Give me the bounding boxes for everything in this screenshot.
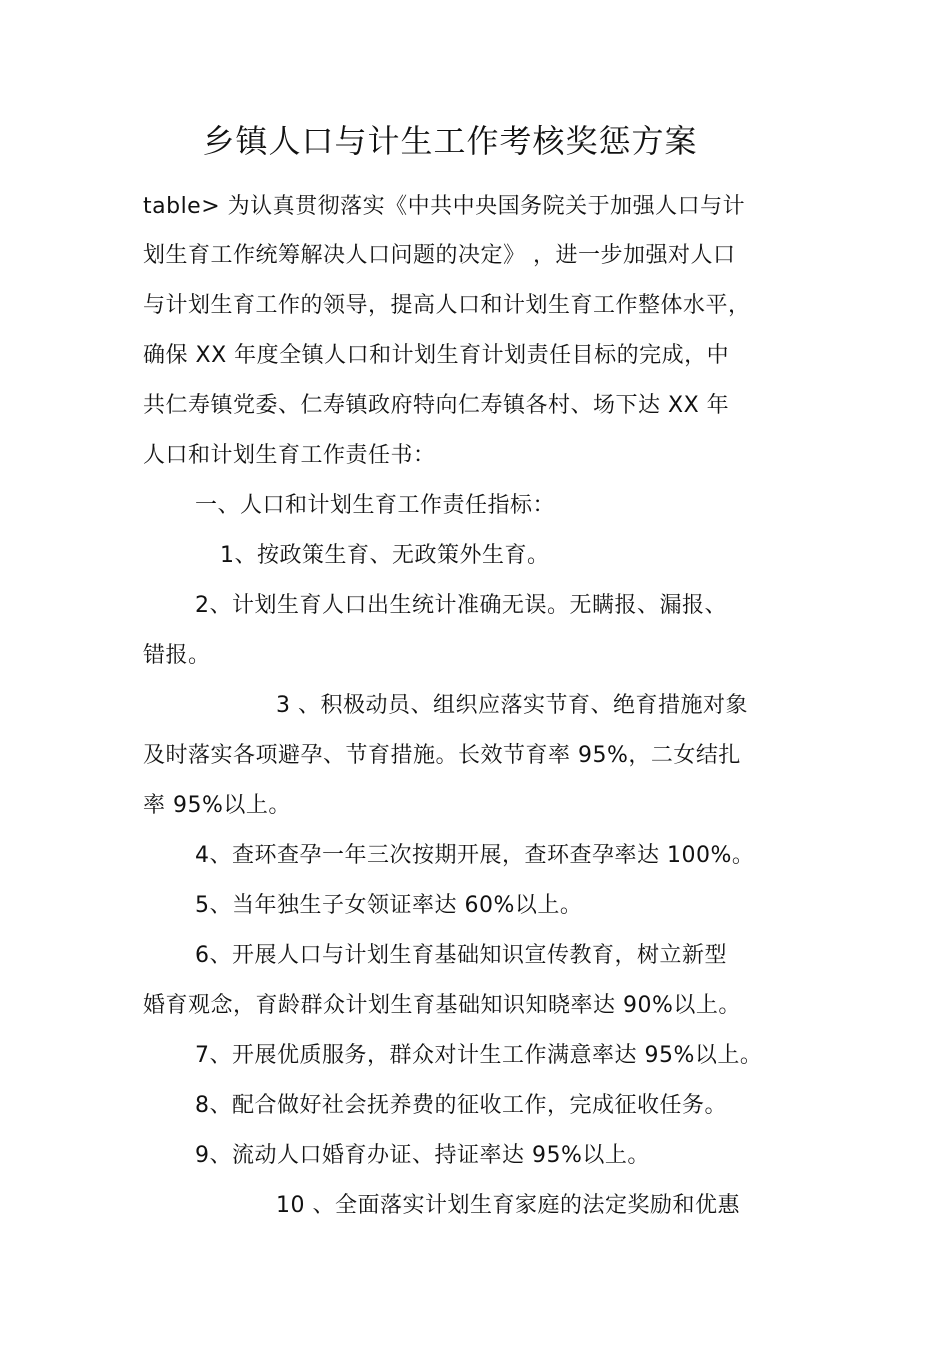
paragraph-line: table> 为认真贯彻落实《中共中央国务院关于加强人口与计 (143, 194, 746, 219)
list-item: 5、当年独生子女领证率达 60%以上。 (195, 893, 583, 918)
paragraph-line: 共仁寿镇党委、仁寿镇政府特向仁寿镇各村、场下达 XX 年 (143, 393, 730, 418)
list-item: 6、开展人口与计划生育基础知识宣传教育，树立新型 (195, 943, 727, 968)
list-item: 9、流动人口婚育办证、持证率达 95%以上。 (195, 1143, 650, 1168)
list-item: 2、计划生育人口出生统计准确无误。无瞒报、漏报、 (195, 593, 727, 618)
document-title: 乡镇人口与计生工作考核奖惩方案 (202, 122, 698, 160)
list-item: 7、开展优质服务，群众对计生工作满意率达 95%以上。 (195, 1043, 763, 1068)
paragraph-line: 与计划生育工作的领导，提高人口和计划生育工作整体水平， (143, 293, 751, 318)
paragraph-line: 划生育工作统筹解决人口问题的决定》 ，进一步加强对人口 (143, 243, 736, 268)
paragraph-line: 确保 XX 年度全镇人口和计划生育计划责任目标的完成，中 (143, 343, 730, 368)
paragraph-line: 错报。 (143, 643, 211, 668)
section-heading: 一、人口和计划生育工作责任指标： (195, 493, 556, 518)
list-item: 3 、积极动员、组织应落实节育、绝育措施对象 (276, 693, 748, 718)
list-item: 4、查环查孕一年三次按期开展，查环查孕率达 100%。 (195, 843, 755, 868)
list-item: 8、配合做好社会抚养费的征收工作，完成征收任务。 (195, 1093, 727, 1118)
paragraph-line: 率 95%以上。 (143, 793, 291, 818)
list-item: 1、按政策生育、无政策外生育。 (220, 543, 550, 568)
list-item: 10 、全面落实计划生育家庭的法定奖励和优惠 (276, 1193, 740, 1218)
paragraph-line: 婚育观念，育龄群众计划生育基础知识知晓率达 90%以上。 (143, 993, 741, 1018)
paragraph-line: 及时落实各项避孕、节育措施。长效节育率 95%，二女结扎 (143, 743, 741, 768)
paragraph-line: 人口和计划生育工作责任书： (143, 443, 436, 468)
